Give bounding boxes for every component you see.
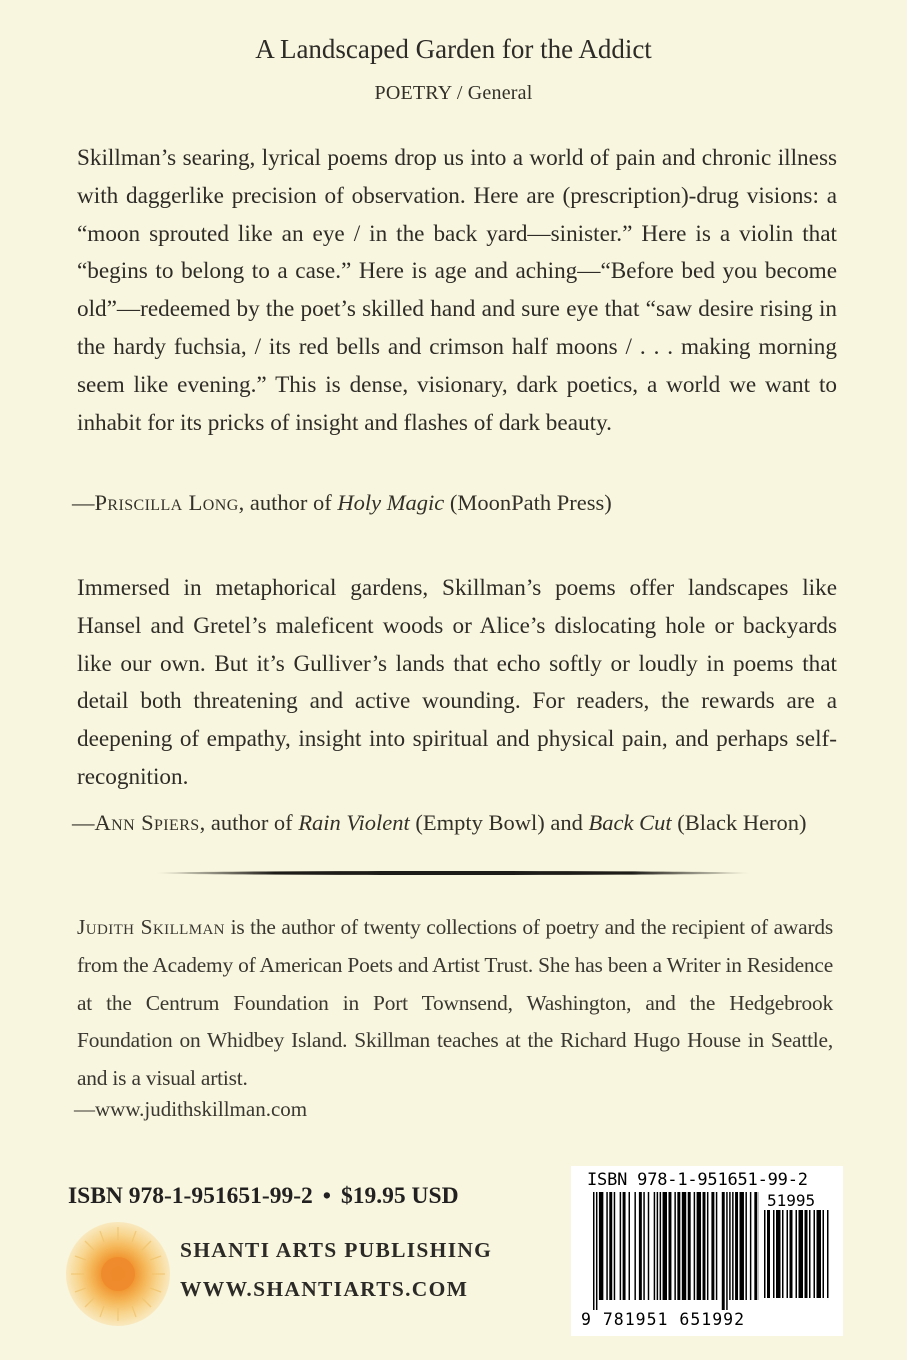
barcode-bar [697, 1192, 701, 1300]
barcode-bar [782, 1210, 784, 1298]
reviewer-book: Holy Magic [337, 490, 445, 515]
barcode-bar [767, 1210, 770, 1298]
reviewer-publisher-2: (Black Heron) [671, 810, 807, 835]
barcode-bar [620, 1192, 621, 1300]
isbn-text: ISBN 978-1-951651-99-2 [68, 1183, 313, 1209]
barcode-bar [823, 1210, 825, 1298]
book-title: A Landscaped Garden for the Addict [255, 34, 652, 64]
barcode-bar [682, 1192, 686, 1300]
barcode-addon-bars [764, 1210, 830, 1310]
reviewer-name: Priscilla Long [94, 490, 239, 515]
attribution-connector: , author of [238, 490, 338, 515]
barcode-bar [796, 1210, 798, 1298]
barcode-bar [614, 1192, 615, 1300]
barcode-addon-digits: 51995 [767, 1191, 816, 1210]
attribution-connector: , author of [199, 810, 299, 835]
barcode-bar [745, 1192, 746, 1300]
barcode-bar [790, 1210, 793, 1298]
section-divider [156, 871, 750, 875]
barcode-isbn-label: ISBN 978-1-951651-99-2 [587, 1170, 808, 1190]
barcode-bar [787, 1210, 789, 1298]
barcode-bar [814, 1210, 816, 1298]
review-attribution-1 [72, 490, 852, 516]
isbn-price-line [68, 1183, 459, 1210]
barcode-bar [593, 1192, 594, 1310]
barcode-bar [639, 1192, 642, 1300]
review-attribution-2 [72, 810, 852, 836]
price-text: $19.95 USD [341, 1183, 459, 1209]
barcode-bar [726, 1192, 727, 1310]
reviewer-name: Ann Spiers [94, 810, 200, 835]
attribution-dash: — [72, 810, 95, 835]
barcode-bar [677, 1192, 680, 1300]
isbn-barcode [571, 1166, 843, 1336]
barcode-bar [668, 1192, 671, 1300]
barcode-bar [732, 1192, 733, 1300]
reviewer-book-1: Rain Violent [298, 810, 410, 835]
barcode-bar [599, 1192, 603, 1300]
barcode-bar [773, 1210, 775, 1298]
reviewer-publisher-1: (Empty Bowl) and [409, 810, 589, 835]
separator-dot: • [322, 1183, 332, 1209]
barcode-bar [694, 1192, 695, 1300]
barcode-bar [809, 1210, 811, 1298]
reviewer-book-2: Back Cut [588, 810, 672, 835]
barcode-bar [716, 1192, 717, 1300]
review-blurb-2: Immersed in metaphorical gardens, Skillman’s poems offer landscapes like Hansel and Gretel’s maleficent woods or Alice’s dislocating hole or backyards like our own. But it’s Gulliver’s lands that echo softly or loudly in poems that detail both threatening and active wounding. For readers, the rewards are a deepening of empathy, insight into spiritual and physical pain, and perhaps self-recognition. [77, 575, 837, 790]
barcode-bar [660, 1192, 661, 1300]
barcode-bar [707, 1192, 708, 1300]
author-website: —www.judithskillman.com [74, 1097, 308, 1121]
barcode-bar [663, 1192, 667, 1300]
reviewer-publisher: (MoonPath Press) [444, 490, 612, 515]
barcode-bar [799, 1210, 804, 1298]
barcode-bar [657, 1192, 658, 1300]
barcode-bar [711, 1192, 714, 1300]
sun-rays-icon [66, 1222, 170, 1326]
barcode-bar [629, 1192, 630, 1300]
barcode-bar [722, 1192, 725, 1310]
book-category: POETRY / General [374, 82, 533, 104]
author-bio [77, 909, 833, 1098]
barcode-bar [606, 1192, 607, 1300]
barcode-bar [674, 1192, 675, 1300]
barcode-bar [764, 1210, 766, 1298]
sun-logo-icon [66, 1222, 170, 1326]
author-name: Judith Skillman [77, 915, 225, 939]
barcode-bar [754, 1192, 757, 1300]
barcode-bar [817, 1210, 822, 1298]
barcode-bar [750, 1192, 751, 1300]
publisher-name: SHANTI ARTS PUBLISHING [180, 1238, 493, 1262]
barcode-bar [643, 1192, 644, 1300]
attribution-dash: — [72, 490, 95, 515]
barcode-bars [593, 1192, 759, 1318]
barcode-bar [729, 1192, 730, 1300]
barcode-bar [596, 1192, 597, 1310]
review-blurb-1: Skillman’s searing, lyrical poems drop us into a world of pain and chronic illness with daggerlike precision of observation. Here are (prescription)-drug visions: a “moon sprouted like an eye / in the back yard—sinister.” Here is a violin that “begins to belong to a case.” Here is age and aching—“Before bed you become old”—redeemed by the poet’s skilled hand and sure eye that “saw desire rising in the hardy fuchsia, / its red bells and crimson half moons / . . . making morning seem like evening.” This is dense, visionary, dark poetics, a world we want to inhabit for its pricks of insight and flashes of dark beauty. [77, 145, 837, 436]
barcode-bar [805, 1210, 808, 1298]
barcode-bar [827, 1210, 829, 1298]
barcode-bar [609, 1192, 612, 1300]
barcode-bar [740, 1192, 744, 1300]
barcode-digits: 9 781951 651992 [581, 1310, 746, 1329]
barcode-bar [703, 1192, 706, 1300]
barcode-bar [688, 1192, 691, 1300]
barcode-bar [623, 1192, 626, 1300]
author-bio-text: is the author of twenty collections of poetry and the recipient of awards from the Academy of American Poets and Artist Trust. She has been a Writer in Residence at the Centrum Foundation in Port Townsend, Washington, and the Hedgebrook Foundation on Whidbey Island. Skillman teaches at the Richard Hugo House in Seattle, and is a visual artist. [77, 915, 834, 1091]
barcode-bar [776, 1210, 781, 1298]
barcode-bar [654, 1192, 655, 1300]
publisher-url: WWW.SHANTIARTS.COM [180, 1277, 469, 1301]
barcode-bar [648, 1192, 649, 1300]
barcode-bar [735, 1192, 738, 1300]
barcode-bar [634, 1192, 635, 1300]
